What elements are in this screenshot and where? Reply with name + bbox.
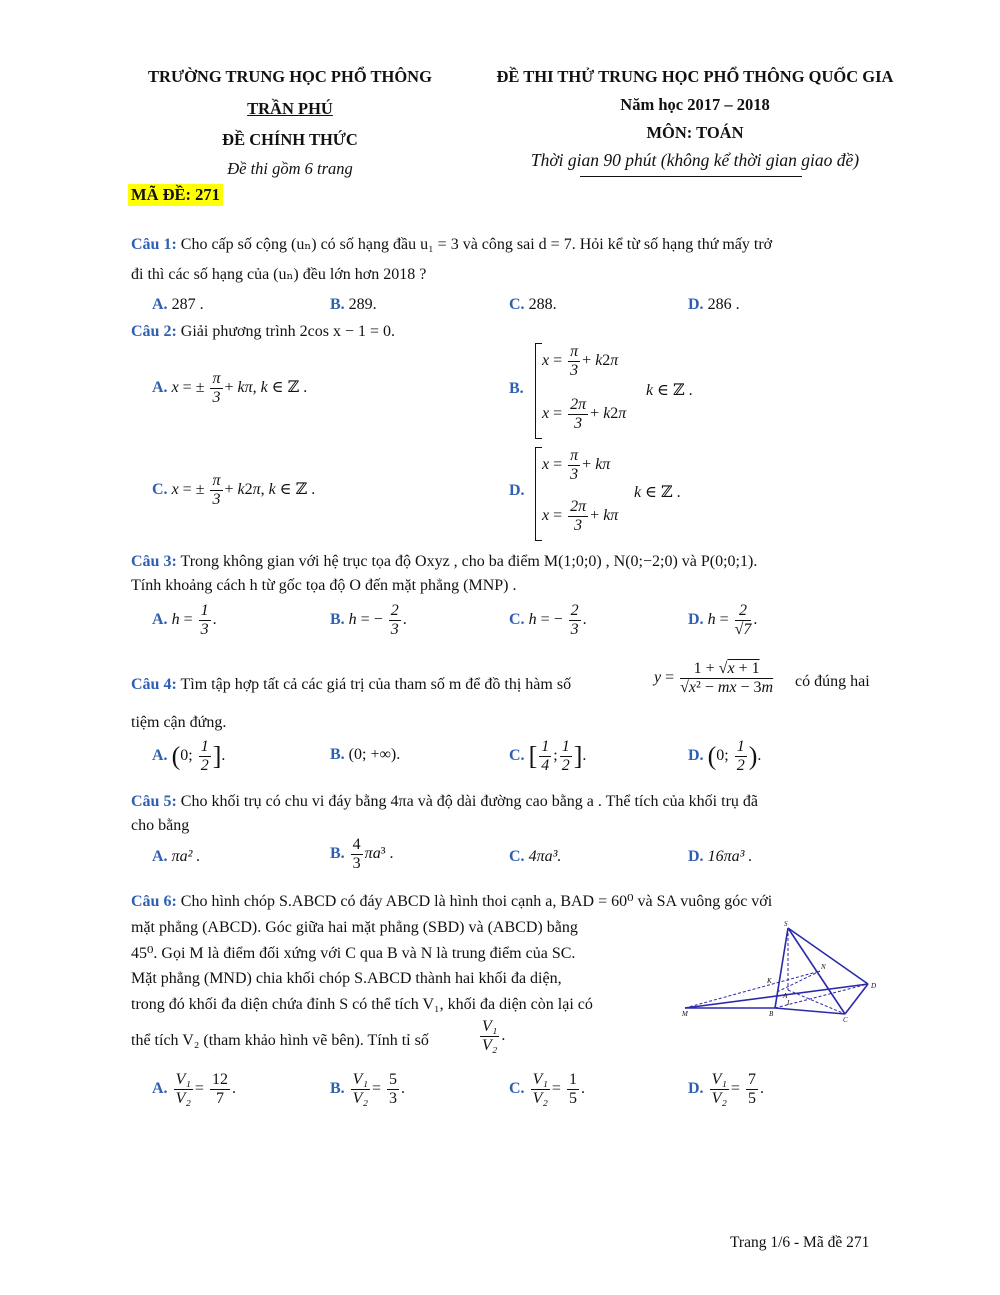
svg-text:S: S — [784, 920, 788, 928]
svg-text:M: M — [682, 1010, 688, 1018]
ratio-formula: $\frac{\text{V₁}}{\text{V₂}}$ . — [482, 1018, 506, 1054]
svg-text:A: A — [783, 992, 788, 1000]
svg-text:C: C — [843, 1016, 848, 1023]
school-year: Năm học 2017 – 2018 — [620, 95, 770, 114]
duration-underline — [580, 176, 802, 177]
solution-line: x = $\frac{\pi}{3}$ + k2π — [542, 343, 619, 379]
answer-a[interactable]: A. $\frac{\text{V₁}}{\text{V₂}}$ = $\frac{12}{7}$ . — [152, 1071, 236, 1107]
answer-d[interactable]: D. 16πa³ . — [688, 848, 753, 865]
answer-b[interactable]: B. $\frac{4}{3}$ πa³ . — [330, 836, 394, 872]
question-text: 45⁰. Gọi M là điểm đối xứng với C qua B và N là trung điểm của SC. — [131, 945, 576, 962]
official-label: ĐỀ CHÍNH THỨC — [222, 130, 358, 149]
answer-d[interactable]: D. — [509, 482, 525, 499]
pages-note: Đề thi gồm 6 trang — [227, 159, 353, 178]
exam-code: MÃ ĐỀ: 271 — [128, 184, 223, 206]
svg-text:I: I — [787, 999, 790, 1007]
answer-d[interactable]: D. $\frac{\text{V₁}}{\text{V₂}}$ = $\frac{7}{5}$ . — [688, 1071, 764, 1107]
question-label: Câu 4: — [131, 676, 177, 693]
solution-domain: k ∈ ℤ . — [634, 484, 681, 501]
answer-a[interactable]: A. h = $\frac{1}{3}$ . — [152, 602, 217, 638]
question-6 — [131, 890, 886, 914]
answer-b[interactable]: B. h = − $\frac{2}{3}$ . — [330, 602, 407, 638]
svg-text:D: D — [871, 982, 877, 990]
question-label: Câu 5: — [131, 793, 177, 810]
exam-title: ĐỀ THI THỬ TRUNG HỌC PHỔ THÔNG QUỐC GIA — [496, 67, 894, 86]
svg-text:B: B — [769, 1010, 774, 1018]
answer-a[interactable]: A. 287 . — [152, 296, 204, 313]
question-text: tiệm cận đứng. — [131, 714, 227, 731]
answer-b[interactable]: B. $\frac{\text{V₁}}{\text{V₂}}$ = $\frac{5}{3}$ . — [330, 1071, 406, 1107]
svg-text:K: K — [767, 977, 772, 985]
answer-d[interactable]: D. h = $\frac{2}{√7}$ . — [688, 602, 758, 638]
answer-c[interactable]: C. h = − $\frac{2}{3}$ . — [509, 602, 587, 638]
answer-b[interactable]: B. — [509, 380, 524, 397]
answer-c[interactable]: C. 288. — [509, 296, 557, 313]
question-text: Cho cấp số cộng (uₙ) có số hạng đầu u₁ = 3 và công sai d = 7. Hỏi kể từ số hạng thứ mấy trở — [180, 236, 773, 253]
answer-d[interactable]: D. 286 . — [688, 296, 740, 313]
answer-a[interactable]: A. πa² . — [152, 848, 201, 865]
answer-a[interactable]: A. (0; $\frac{1}{2}$ ]. — [152, 738, 226, 774]
question-3 — [131, 550, 886, 598]
answer-c[interactable]: C. 4πa³. — [509, 848, 562, 865]
question-label: Câu 2: — [131, 323, 177, 340]
question-text: cho bằng — [131, 817, 190, 834]
question-label: Câu 3: — [131, 553, 177, 570]
solution-line: x = $\frac{2\pi}{3}$ + k2π — [542, 396, 627, 432]
solution-line: x = $\frac{\pi}{3}$ + kπ — [542, 447, 611, 483]
question-label: Câu 6: — [131, 893, 177, 910]
school-name-line2: TRẦN PHÚ — [247, 99, 333, 118]
pyramid-figure — [680, 918, 890, 1023]
question-text: đi thì các số hạng của (uₙ) đều lớn hơn 2018 ? — [131, 266, 427, 283]
answer-c[interactable]: C. x = ± $\frac{\pi}{3}$ + k2π, k ∈ ℤ . — [152, 472, 316, 508]
question-text: thể tích V₂ (tham khảo hình vẽ bên). Tính tỉ số — [131, 1032, 429, 1049]
answer-a[interactable]: A. x = ± $\frac{\pi}{3}$ + kπ, k ∈ ℤ . — [152, 370, 308, 406]
answer-c[interactable]: C. $\frac{\text{V₁}}{\text{V₂}}$ = $\frac{1}{5}$ . — [509, 1071, 585, 1107]
question-text: mặt phẳng (ABCD). Góc giữa hai mặt phẳng (SBD) và (ABCD) bằng — [131, 919, 578, 936]
answer-b[interactable]: B. 289. — [330, 296, 377, 313]
function-formula: y = $\frac{1 + √x + 1}{\text{√x² − mx − 3m}}$ — [654, 660, 774, 696]
question-2 — [131, 320, 886, 344]
question-text: Giải phương trình 2cos x − 1 = 0. — [180, 323, 396, 340]
system-bracket — [535, 343, 536, 439]
question-1 — [131, 233, 886, 287]
svg-text:N: N — [821, 963, 826, 971]
answer-b[interactable]: B. (0; +∞). — [330, 746, 401, 763]
solution-line: x = $\frac{2\pi}{3}$ + kπ — [542, 498, 619, 534]
question-text: trong đó khối đa diện chứa đỉnh S có thể tích V₁, khối đa diện còn lại có — [131, 996, 593, 1013]
question-label: Câu 1: — [131, 236, 177, 253]
system-bracket — [535, 447, 536, 541]
page-footer: Trang 1/6 - Mã đề 271 — [730, 1234, 870, 1251]
question-text: Cho khối trụ có chu vi đáy bằng 4πa và độ dài đường cao bằng a . Thể tích của khối trụ đã — [180, 793, 758, 810]
duration: Thời gian 90 phút (không kể thời gian giao đề) — [530, 150, 860, 170]
solution-domain: k ∈ ℤ . — [646, 382, 693, 399]
subject: MÔN: TOÁN — [646, 123, 744, 142]
question-text: Cho hình chóp S.ABCD có đáy ABCD là hình thoi cạnh a, BAD = 60⁰ và SA vuông góc với — [180, 893, 773, 910]
question-text: Mặt phẳng (MND) chia khối chóp S.ABCD thành hai khối đa diện, — [131, 970, 562, 987]
question-text: có đúng hai — [795, 673, 870, 690]
school-name-line1: TRƯỜNG TRUNG HỌC PHỔ THÔNG — [148, 67, 432, 86]
answer-c[interactable]: C. [ $\frac{1}{4}$ ; $\frac{1}{2}$ ]. — [509, 738, 587, 774]
question-text: Trong không gian với hệ trục tọa độ Oxyz , cho ba điểm M(1;0;0) , N(0;−2;0) và P(0;0;1). — [180, 553, 758, 570]
question-text: Tìm tập hợp tất cả các giá trị của tham số m để đồ thị hàm số — [180, 676, 572, 693]
question-text: Tính khoảng cách h từ gốc tọa độ O đến mặt phẳng (MNP) . — [131, 577, 517, 594]
question-5 — [131, 790, 886, 838]
answer-d[interactable]: D. (0; $\frac{1}{2}$ ). — [688, 738, 762, 774]
